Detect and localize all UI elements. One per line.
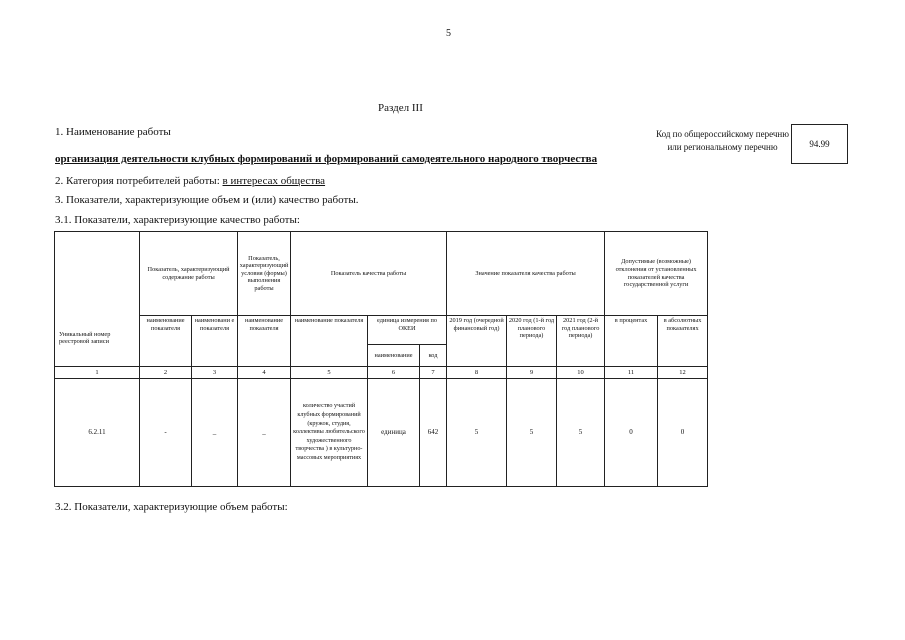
cell-unique: 6.2.11 [55, 379, 140, 487]
cell-unit-name: единица [368, 379, 420, 487]
header-name1: наименование показателя [140, 316, 192, 367]
header-name2: наименовани е показателя [192, 316, 238, 367]
col-number: 10 [557, 367, 605, 379]
col-number: 12 [658, 367, 708, 379]
code-value: 94.99 [809, 139, 830, 149]
cell-content1: - [140, 379, 192, 487]
code-box [791, 124, 848, 164]
cell-2021: 5 [557, 379, 605, 487]
header-absolute: в абсолютных показателях [658, 316, 708, 367]
header-values: Значение показателя качества работы [447, 232, 605, 316]
header-conditions: Показатель, характеризующий условия (формы) выполнения работы [238, 232, 291, 316]
cell-content2: _ [192, 379, 238, 487]
code-label: Код по общероссийскому перечню или региональному перечню [656, 129, 789, 152]
header-quality: Показатель качества работы [291, 232, 447, 316]
col-number: 5 [291, 367, 368, 379]
header-percent: в процентах [605, 316, 658, 367]
header-name4: наименование показателя [291, 316, 368, 367]
col-number: 2 [140, 367, 192, 379]
header-unit: единица измерения по ОКЕИ [368, 316, 447, 345]
header-unit-code: код [420, 345, 447, 367]
item32-label: 3.2. Показатели, характеризующие объем работы: [55, 501, 288, 513]
col-number: 1 [55, 367, 140, 379]
header-y2021: 2021 год (2-й год планового периода) [557, 316, 605, 367]
cell-percent: 0 [605, 379, 658, 487]
col-number: 6 [368, 367, 420, 379]
item2-prefix: 2. Категория потребителей работы: [55, 175, 223, 187]
cell-indicator: количество участий клубных формирований (кружок, студия, коллективы любительского художественного творчества ) в культурно-массовых мероприятиях [291, 379, 368, 487]
cell-unit-code: 642 [420, 379, 447, 487]
item3-label: 3. Показатели, характеризующие объем и (или) качество работы. [55, 194, 359, 206]
cell-2019: 5 [447, 379, 507, 487]
cell-condition: _ [238, 379, 291, 487]
work-name: организация деятельности клубных формирований и формирований самодеятельного народного творчества [55, 153, 598, 165]
cell-2020: 5 [507, 379, 557, 487]
table-row [55, 379, 708, 487]
page-number: 5 [446, 28, 451, 39]
cell-absolute: 0 [658, 379, 708, 487]
item1-label: 1. Наименование работы [55, 126, 171, 138]
item2-line [55, 175, 325, 187]
header-deviation: Допустимые (возможные) отклонения от установленных показателей качества государственной услуги [605, 232, 708, 316]
header-y2019: 2019 год (очередной финансовый год) [447, 316, 507, 367]
quality-table [54, 231, 708, 487]
header-unit-name: наименование [368, 345, 420, 367]
col-number: 3 [192, 367, 238, 379]
header-name3: наименование показателя [238, 316, 291, 367]
header-unique: Уникальный номер реестровой записи [55, 232, 140, 367]
section-title: Раздел III [378, 102, 423, 114]
header-content: Показатель, характеризующий содержание работы [140, 232, 238, 316]
col-number: 11 [605, 367, 658, 379]
item31-label: 3.1. Показатели, характеризующие качество работы: [55, 214, 300, 226]
col-number: 9 [507, 367, 557, 379]
item2-value: в интересах общества [222, 175, 326, 187]
header-y2020: 2020 год (1-й год планового периода) [507, 316, 557, 367]
col-number: 7 [420, 367, 447, 379]
col-number: 4 [238, 367, 291, 379]
col-number: 8 [447, 367, 507, 379]
